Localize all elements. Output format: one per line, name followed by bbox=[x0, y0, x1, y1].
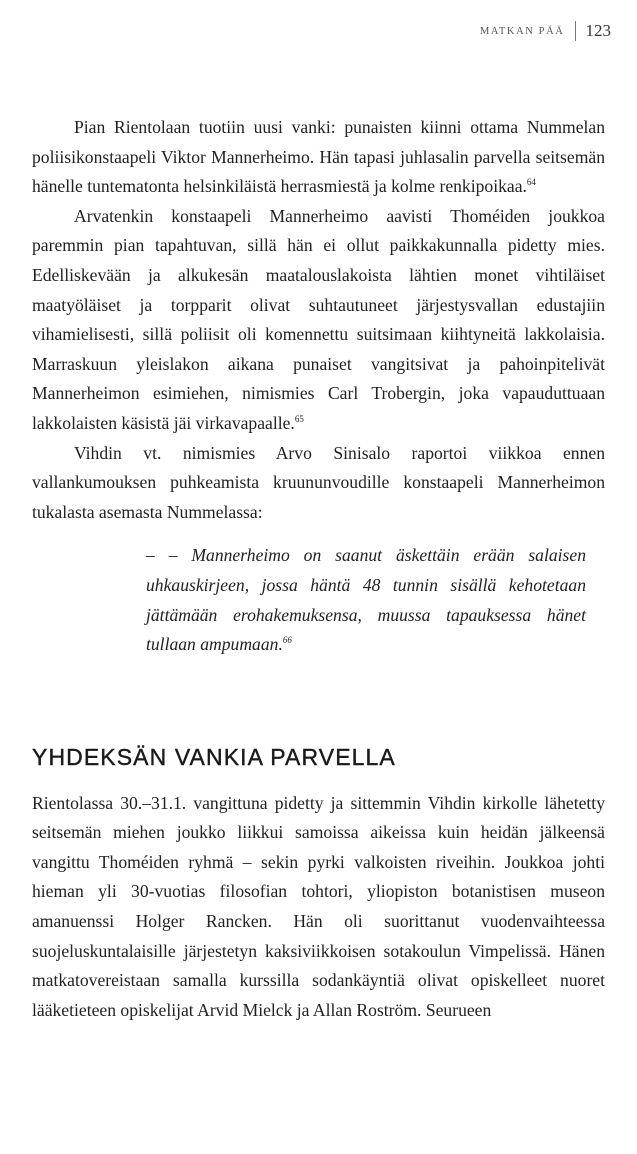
footnote-ref-66: 66 bbox=[282, 635, 292, 646]
page-body bbox=[32, 113, 605, 1025]
paragraph-1-text: Pian Rientolaan tuotiin uusi vanki: punaisten kiinni ottama Nummelan poliisikonstaapeli Viktor Mannerheimo. Hän tapasi juhlasalin parvella seitsemän hänelle tuntematonta helsinkiläistä herrasmiestä ja kolme renkipoikaa. bbox=[32, 117, 605, 197]
page-number: 123 bbox=[585, 21, 611, 40]
paragraph-2 bbox=[32, 202, 605, 439]
footnote-ref-64: 64 bbox=[526, 177, 536, 188]
paragraph-1 bbox=[32, 113, 605, 202]
paragraph-2-text: Arvatenkin konstaapeli Mannerheimo aavisti Thoméiden joukkoa paremmin pian tapahtuvan, sillä hän ei ollut paikkakunnalla pidetty mies. Edelliskevään ja alkukesän maatalouslakoista lähtien monet vihtiläiset maatyöläiset ja torpparit olivat suhtautuneet järjestysvallan edustajiin vihamielisesti, sillä poliisit oli komennettu suitsimaan kiihtyneitä lakkolaisia. Marraskuun yleislakon aikana punaiset vangitsivat ja pahoinpitelivät Mannerheimon esimiehen, nimismies Carl Trobergin, joka vapauduttuaan lakkolaisten käsistä jäi virkavapaalle. bbox=[32, 205, 605, 433]
section-paragraph: Rientolassa 30.–31.1. vangittuna pidetty ja sittemmin Vihdin kirkolle lähetetty seitsemän miehen joukko liikkui samoissa aikeissa kuin heidän jälkeensä vangittu Thoméiden ryhmä – sekin pyrki valkoisten riveihin. Joukkoa johti hieman yli 30-vuotias filosofian tohtori, yliopiston botanistisen museon amanuenssi Holger Rancken. Hän oli suorittanut vuodenvaihteessa suojeluskuntalaisille järjestetyn kaksiviikkoisen sotakoulun Vimpelissä. Hänen matkatovereistaan samalla kurssilla sodankäyntiä olivat opiskelleet nuoret lääketieteen opiskelijat Arvid Mielck ja Allan Roström. Seurueen bbox=[32, 792, 605, 1020]
footnote-ref-65: 65 bbox=[294, 413, 304, 424]
header-divider bbox=[575, 21, 576, 41]
block-quote bbox=[146, 541, 586, 659]
section-heading: YHDEKSÄN VANKIA PARVELLA bbox=[32, 743, 396, 770]
paragraph-3 bbox=[32, 439, 605, 528]
paragraph-3-text: Vihdin vt. nimismies Arvo Sinisalo raportoi viikkoa ennen vallankumouksen puhkeamista kruununvoudille konstaapeli Mannerheimon tukalasta asemasta Nummelassa: bbox=[32, 442, 605, 522]
block-quote-text: – – Mannerheimo on saanut äskettäin erään salaisen uhkauskirjeen, jossa häntä 48 tunnin sisällä kehotetaan jättämään erohakemuksensa, muussa tapauksessa hänet tullaan ampumaan. bbox=[146, 545, 586, 655]
running-title: MATKAN PÄÄ bbox=[479, 25, 565, 37]
page-header bbox=[480, 20, 611, 42]
